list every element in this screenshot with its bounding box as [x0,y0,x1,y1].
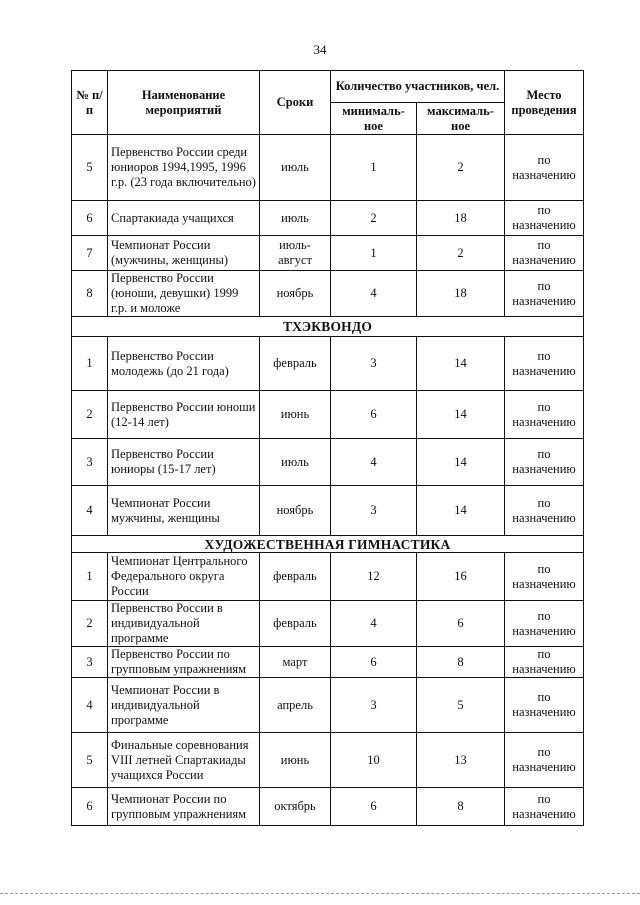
cell-max: 13 [417,733,505,788]
cell-period: июль [260,439,331,486]
table-row [72,733,584,788]
cell-num: 3 [72,439,108,486]
cell-name: Первенство России молодежь (до 21 года) [108,337,260,391]
cell-num: 3 [72,647,108,678]
cell-period: июнь [260,733,331,788]
cell-min: 4 [331,601,417,647]
section-c-rows [72,553,584,826]
cell-min: 4 [331,439,417,486]
table-row [72,236,584,271]
section-taekwondo [72,317,584,337]
header-max: максималь-ное [417,103,505,135]
cell-period: ноябрь [260,271,331,317]
cell-max: 2 [417,135,505,201]
cell-period: ноябрь [260,486,331,536]
cell-name: Чемпионат России мужчины, женщины [108,486,260,536]
cell-place: по назначению [505,601,584,647]
cell-min: 3 [331,678,417,733]
cell-max: 14 [417,391,505,439]
cell-period: апрель [260,678,331,733]
table-row [72,601,584,647]
table-row [72,647,584,678]
cell-max: 14 [417,337,505,391]
cell-place: по назначению [505,271,584,317]
cell-max: 16 [417,553,505,601]
header-place: Место проведения [505,71,584,135]
events-table [71,70,584,826]
cell-min: 10 [331,733,417,788]
cell-min: 3 [331,486,417,536]
cell-period: июль [260,135,331,201]
cell-name: Первенство России в индивидуальной программе [108,601,260,647]
cell-min: 6 [331,647,417,678]
cell-name: Чемпионат России по групповым упражнениям [108,788,260,826]
table-row [72,271,584,317]
cell-period: июль-август [260,236,331,271]
cell-name: Первенство России по групповым упражнениям [108,647,260,678]
cell-max: 8 [417,788,505,826]
section-a-rows [72,135,584,317]
table-header [72,71,584,135]
cell-place: по назначению [505,135,584,201]
cell-num: 8 [72,271,108,317]
cell-num: 1 [72,553,108,601]
table-row [72,391,584,439]
cell-num: 5 [72,135,108,201]
cell-max: 14 [417,439,505,486]
header-num: № п/п [72,71,108,135]
cell-place: по назначению [505,733,584,788]
cell-place: по назначению [505,439,584,486]
table-row [72,439,584,486]
cell-num: 4 [72,486,108,536]
cell-num: 5 [72,733,108,788]
section-title-taekwondo: ТХЭКВОНДО [72,317,584,337]
cell-period: июль [260,201,331,236]
cell-min: 4 [331,271,417,317]
cell-name: Первенство России среди юниоров 1994,1995, 1996 г.р. (23 года включительно) [108,135,260,201]
cell-place: по назначению [505,201,584,236]
section-rhythmic-gymnastics [72,536,584,553]
header-min: минималь-ное [331,103,417,135]
cell-place: по назначению [505,678,584,733]
cell-name: Первенство России (юноши, девушки) 1999 г.р. и моложе [108,271,260,317]
section-title-rhythmic-gymnastics: ХУДОЖЕСТВЕННАЯ ГИМНАСТИКА [72,536,584,553]
section-b-rows [72,337,584,536]
table-row [72,553,584,601]
cell-place: по назначению [505,647,584,678]
cell-num: 2 [72,601,108,647]
header-name: Наименование мероприятий [108,71,260,135]
cell-name: Чемпионат России в индивидуальной программе [108,678,260,733]
cell-place: по назначению [505,391,584,439]
table-row [72,337,584,391]
table-row [72,788,584,826]
cell-num: 2 [72,391,108,439]
cell-min: 1 [331,236,417,271]
cell-num: 1 [72,337,108,391]
cell-name: Финальные соревнования VIII летней Спартакиады учащихся России [108,733,260,788]
cell-max: 6 [417,601,505,647]
cell-place: по назначению [505,486,584,536]
cell-period: февраль [260,337,331,391]
cell-max: 14 [417,486,505,536]
cell-period: март [260,647,331,678]
cell-num: 4 [72,678,108,733]
cell-name: Первенство России юниоры (15-17 лет) [108,439,260,486]
cell-min: 2 [331,201,417,236]
cell-name: Чемпионат России (мужчины, женщины) [108,236,260,271]
table-row [72,201,584,236]
table-row [72,486,584,536]
cell-min: 6 [331,788,417,826]
cell-place: по назначению [505,788,584,826]
table-row [72,135,584,201]
cell-max: 18 [417,271,505,317]
cell-period: февраль [260,553,331,601]
cell-period: февраль [260,601,331,647]
cell-num: 7 [72,236,108,271]
cell-place: по назначению [505,236,584,271]
page-bottom-rule [0,893,640,894]
cell-name: Первенство России юноши (12-14 лет) [108,391,260,439]
cell-max: 18 [417,201,505,236]
cell-min: 1 [331,135,417,201]
cell-min: 6 [331,391,417,439]
cell-place: по назначению [505,337,584,391]
cell-max: 2 [417,236,505,271]
header-participants: Количество участников, чел. [331,71,505,103]
cell-name: Чемпионат Центрального Федерального округа России [108,553,260,601]
table-row [72,678,584,733]
header-period: Сроки [260,71,331,135]
cell-min: 3 [331,337,417,391]
cell-num: 6 [72,201,108,236]
cell-max: 8 [417,647,505,678]
page-number: 34 [313,42,327,57]
cell-num: 6 [72,788,108,826]
cell-period: октябрь [260,788,331,826]
cell-name: Спартакиада учащихся [108,201,260,236]
cell-place: по назначению [505,553,584,601]
cell-period: июнь [260,391,331,439]
cell-min: 12 [331,553,417,601]
cell-max: 5 [417,678,505,733]
